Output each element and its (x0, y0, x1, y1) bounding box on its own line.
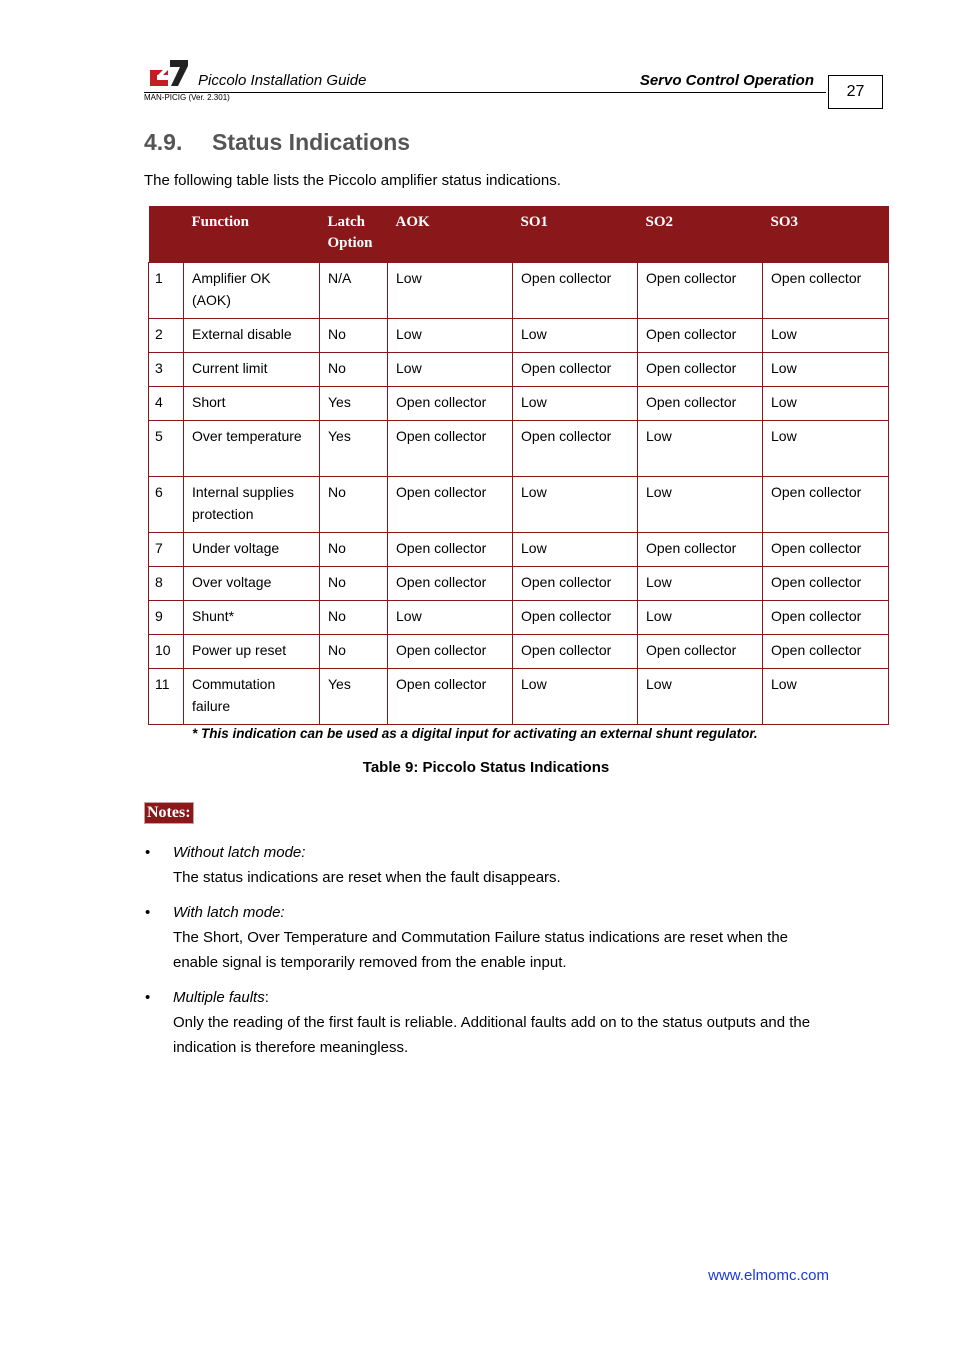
table-cell: Low (638, 421, 763, 477)
table-cell: Open collector (763, 263, 889, 319)
note-text: The status indications are reset when the fault disappears. (173, 869, 561, 886)
table-cell: Low (513, 477, 638, 533)
column-header: Function (184, 206, 320, 263)
table-cell: Yes (320, 387, 388, 421)
header-rule (144, 92, 826, 93)
table-cell: Open collector (763, 477, 889, 533)
table-cell: Low (513, 387, 638, 421)
table-caption: Table 9: Piccolo Status Indications (362, 759, 610, 776)
table-cell: 1 (149, 263, 184, 319)
bullet-icon: • (145, 989, 151, 1006)
table-cell: Amplifier OK (AOK) (184, 263, 320, 319)
table-row (149, 319, 889, 353)
status-table (148, 206, 889, 725)
note-text: The Short, Over Temperature and Commutation Failure status indications are reset when the enable signal is temporarily removed from the enable input. (173, 929, 789, 971)
section-number: 4.9. (144, 129, 183, 155)
table-row (149, 387, 889, 421)
table-cell: 4 (149, 387, 184, 421)
table-cell: Low (638, 669, 763, 725)
table-cell: Low (388, 263, 513, 319)
table-row (149, 477, 889, 533)
table-cell: Over temperature (184, 421, 320, 477)
doc-title: Piccolo Installation Guide (198, 72, 367, 89)
column-header (149, 206, 184, 263)
table-cell: Low (388, 319, 513, 353)
column-header: SO2 (638, 206, 763, 263)
table-cell: No (320, 353, 388, 387)
table-cell: N/A (320, 263, 388, 319)
table-cell: Open collector (513, 421, 638, 477)
intro-text: The following table lists the Piccolo amplifier status indications. (144, 172, 561, 189)
table-cell: Open collector (388, 669, 513, 725)
table-cell: External disable (184, 319, 320, 353)
doc-version: MAN-PICIG (Ver. 2.301) (144, 93, 230, 102)
table-cell: Under voltage (184, 533, 320, 567)
note-title: With latch mode: (173, 904, 285, 921)
table-cell: Open collector (638, 263, 763, 319)
note-multiple-faults (145, 985, 833, 1060)
note-without-latch (145, 840, 833, 890)
table-cell: Open collector (388, 387, 513, 421)
table-cell: 2 (149, 319, 184, 353)
table-cell: Low (513, 319, 638, 353)
table-cell: Low (763, 669, 889, 725)
table-cell: Low (763, 319, 889, 353)
table-cell: Open collector (388, 421, 513, 477)
table-cell: Open collector (388, 477, 513, 533)
table-cell: Short (184, 387, 320, 421)
note-text: Only the reading of the first fault is reliable. Additional faults add on to the status outputs and the indication is therefore meaningless. (173, 1014, 811, 1056)
table-row (149, 601, 889, 635)
table-cell: No (320, 477, 388, 533)
note-title: Multiple faults (173, 989, 265, 1006)
table-cell: Yes (320, 421, 388, 477)
table-cell: Open collector (638, 387, 763, 421)
table-cell: Open collector (763, 567, 889, 601)
table-cell: Open collector (513, 635, 638, 669)
table-cell: Open collector (513, 353, 638, 387)
table-cell: 11 (149, 669, 184, 725)
table-body (149, 263, 889, 725)
elmo-logo-icon (148, 58, 190, 88)
table-cell: Open collector (638, 319, 763, 353)
table-cell: Open collector (638, 635, 763, 669)
table-cell: Open collector (513, 263, 638, 319)
table-cell: Open collector (388, 567, 513, 601)
table-cell: Open collector (388, 635, 513, 669)
table-cell: Low (513, 669, 638, 725)
table-row (149, 353, 889, 387)
table-row (149, 263, 889, 319)
table-cell: Power up reset (184, 635, 320, 669)
table-cell: 7 (149, 533, 184, 567)
section-title: Status Indications (212, 129, 411, 155)
table-cell: Open collector (763, 533, 889, 567)
table-cell: Over voltage (184, 567, 320, 601)
notes-label: Notes: (144, 802, 194, 824)
table-cell: 10 (149, 635, 184, 669)
table-footnote: * This indication can be used as a digital input for activating an external shunt regulator. (192, 726, 758, 741)
table-cell: 3 (149, 353, 184, 387)
table-cell: Low (638, 477, 763, 533)
table-row (149, 567, 889, 601)
table-cell: Open collector (513, 601, 638, 635)
website-link[interactable]: www.elmomc.com (708, 1267, 829, 1284)
table-cell: Open collector (763, 601, 889, 635)
table-row (149, 421, 889, 477)
column-header: AOK (388, 206, 513, 263)
column-header: SO3 (763, 206, 889, 263)
table-cell: No (320, 601, 388, 635)
table-cell: No (320, 319, 388, 353)
table-cell: Low (388, 353, 513, 387)
table-cell: Open collector (638, 533, 763, 567)
table-cell: Internal supplies protection (184, 477, 320, 533)
table-cell: Low (388, 601, 513, 635)
bullet-icon: • (145, 844, 151, 861)
table-row (149, 669, 889, 725)
table-cell: Open collector (763, 635, 889, 669)
table-header-row (149, 206, 889, 263)
table-cell: Current limit (184, 353, 320, 387)
column-header: SO1 (513, 206, 638, 263)
table-cell: Open collector (388, 533, 513, 567)
table-cell: 8 (149, 567, 184, 601)
note-title: Without latch mode: (173, 844, 306, 861)
table-cell: Low (763, 353, 889, 387)
section-label: Servo Control Operation (639, 72, 814, 89)
note-with-latch (145, 900, 833, 975)
table-cell: 5 (149, 421, 184, 477)
table-cell: 9 (149, 601, 184, 635)
section-heading (144, 129, 410, 156)
table-row (149, 533, 889, 567)
table-row (149, 635, 889, 669)
table-cell: Low (763, 387, 889, 421)
table-cell: Low (763, 421, 889, 477)
page-number: 27 (828, 75, 883, 109)
table-cell: Commutation failure (184, 669, 320, 725)
table-cell: No (320, 567, 388, 601)
table-cell: Yes (320, 669, 388, 725)
table-cell: Shunt* (184, 601, 320, 635)
table-cell: No (320, 533, 388, 567)
table-cell: Low (513, 533, 638, 567)
column-header: Latch Option (320, 206, 388, 263)
table-cell: No (320, 635, 388, 669)
note-title-suffix: : (264, 989, 269, 1006)
table-cell: 6 (149, 477, 184, 533)
table-cell: Low (638, 567, 763, 601)
bullet-icon: • (145, 904, 151, 921)
table-cell: Open collector (513, 567, 638, 601)
table-cell: Open collector (638, 353, 763, 387)
table-cell: Low (638, 601, 763, 635)
